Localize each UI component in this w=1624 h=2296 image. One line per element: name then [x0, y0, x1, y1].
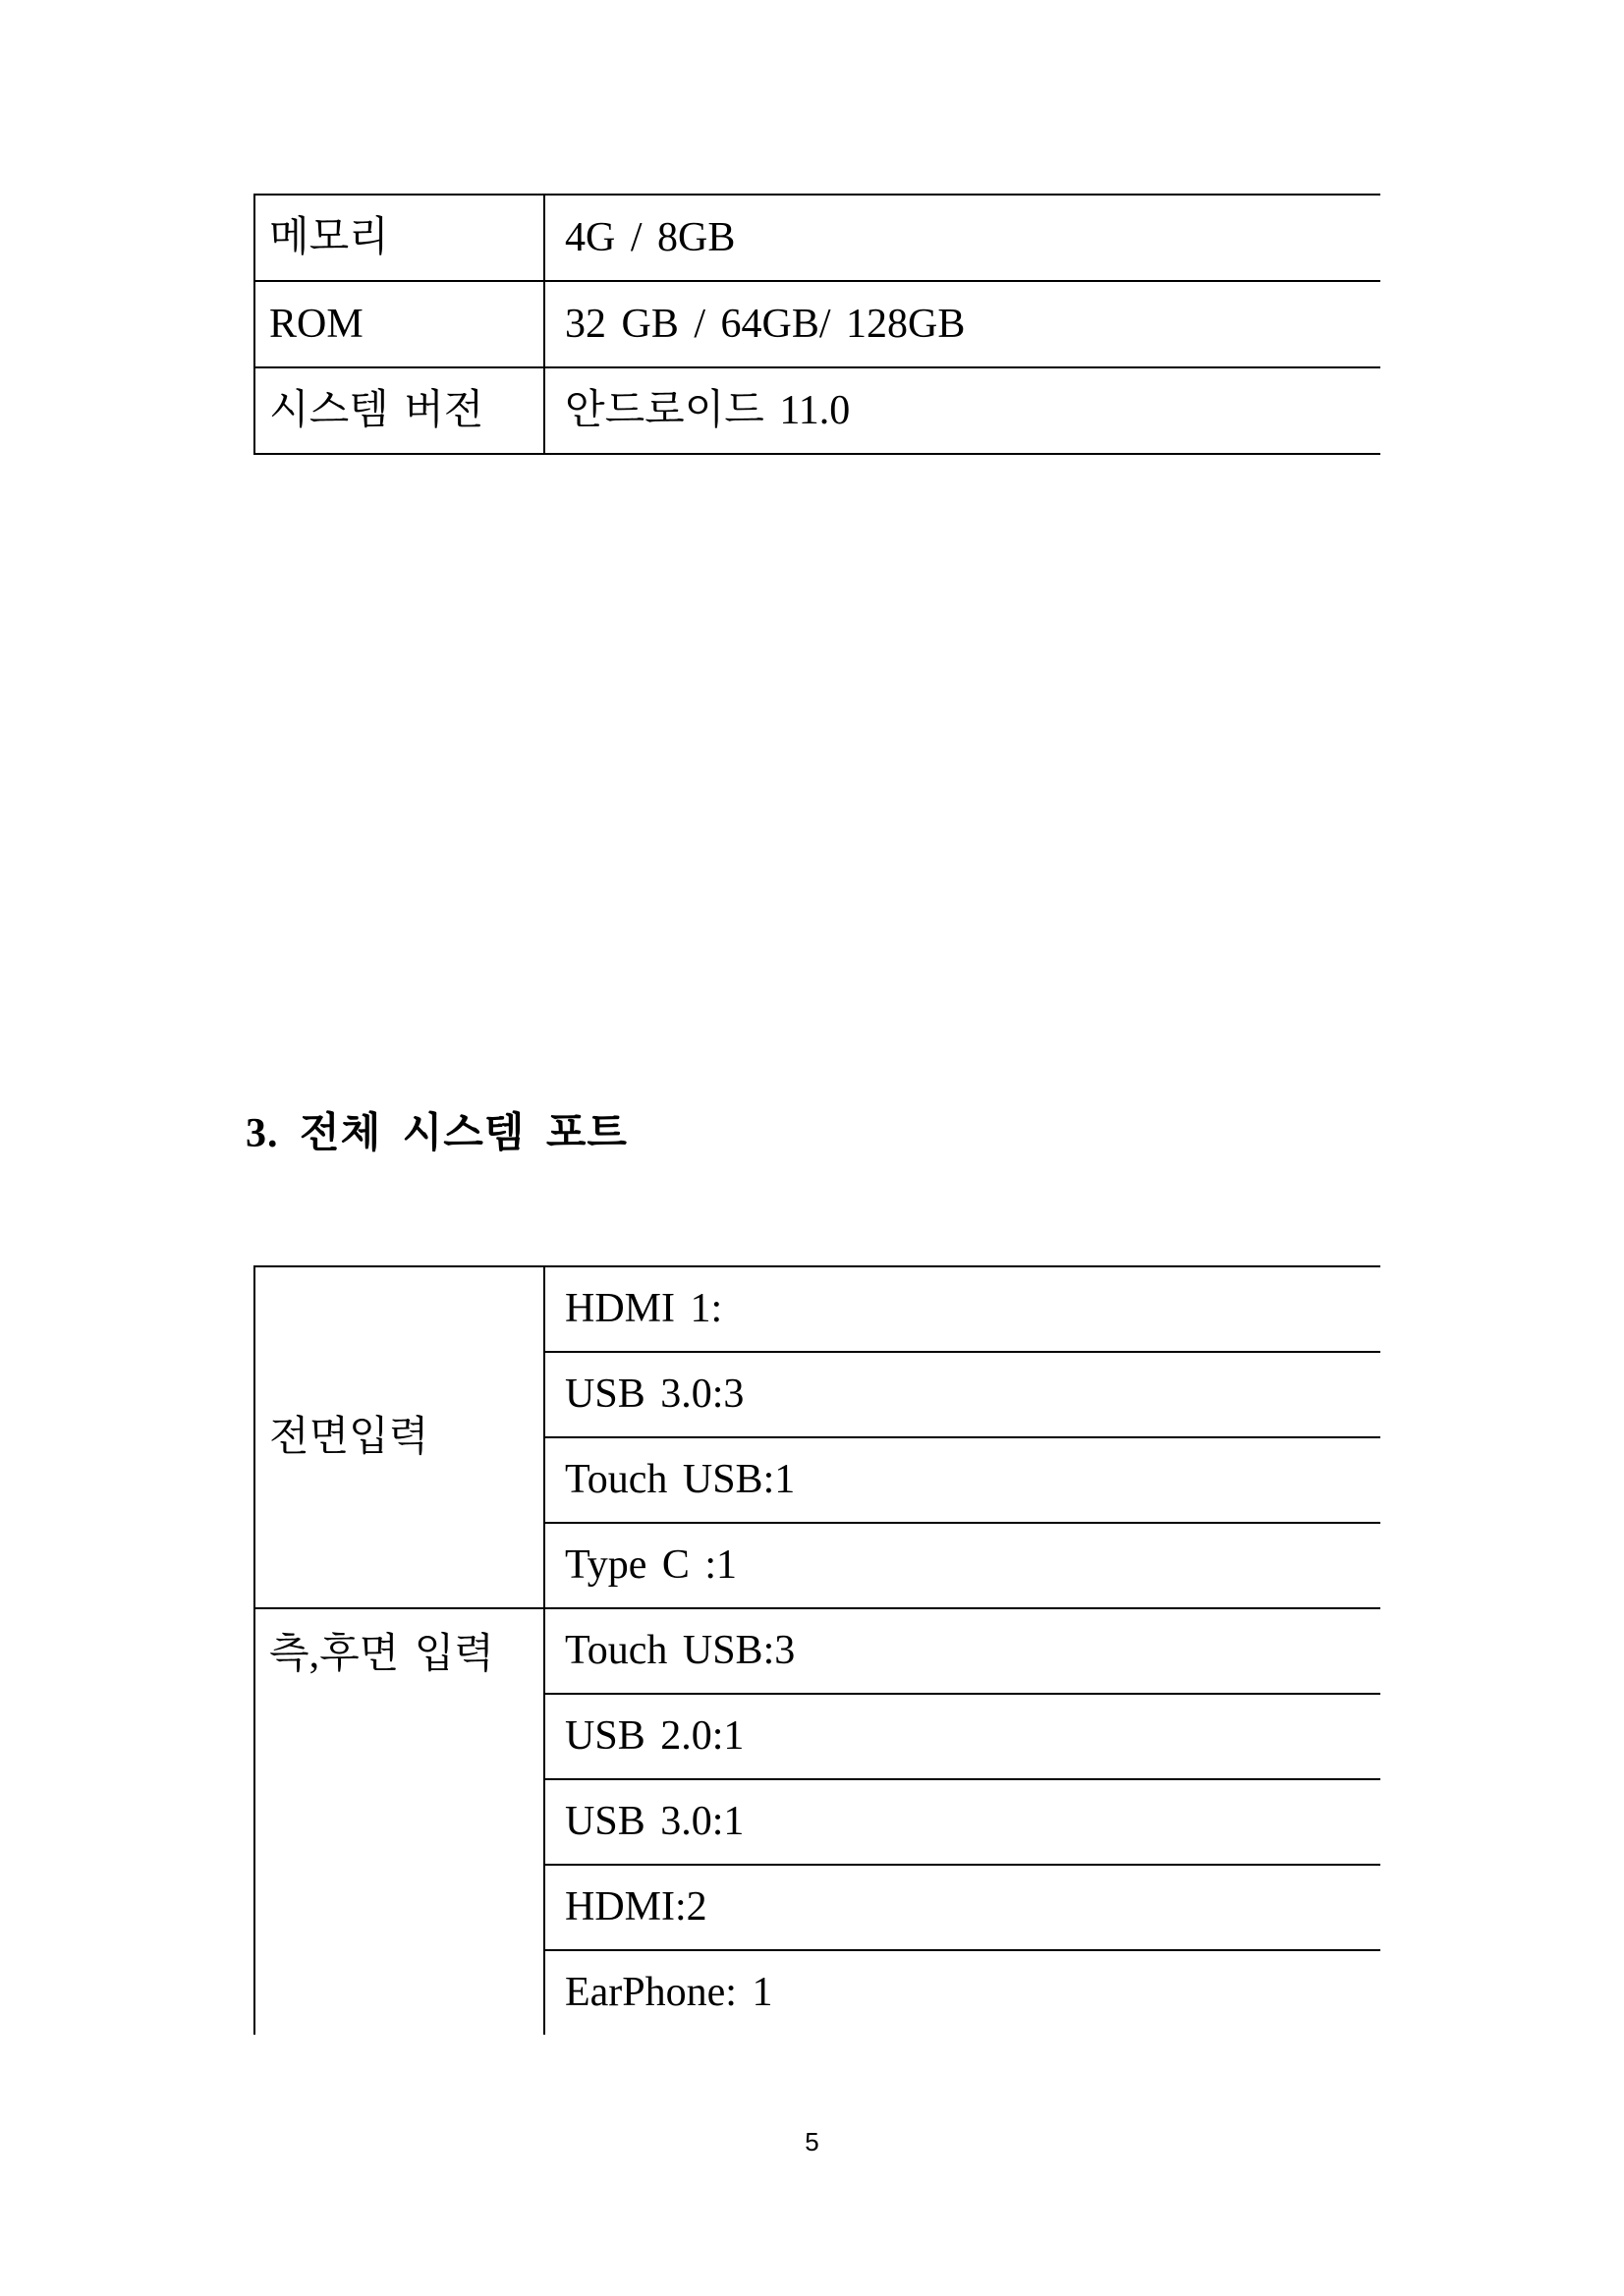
port-item: USB 3.0:1: [544, 1779, 1380, 1865]
port-item: USB 2.0:1: [544, 1694, 1380, 1779]
table-row: [254, 195, 1380, 281]
section-heading: 3. 전체 시스템 포트: [246, 1111, 629, 1156]
port-item: Touch USB:3: [544, 1608, 1380, 1694]
spec-label-system-version: 시스템 버전: [254, 367, 544, 454]
ports-table: [253, 1265, 1380, 2035]
table-row: [254, 281, 1380, 367]
port-item: USB 3.0:3: [544, 1352, 1380, 1437]
port-item: HDMI 1:: [544, 1266, 1380, 1352]
table-row: [254, 367, 1380, 454]
port-group-side-rear-input: 측,후면 입력: [254, 1608, 544, 2035]
table-row: [254, 1608, 1380, 1694]
port-item: EarPhone: 1: [544, 1950, 1380, 2035]
page-number: 5: [805, 2127, 819, 2156]
spec-value-memory: 4G / 8GB: [544, 195, 1380, 281]
table-row: [254, 1266, 1380, 1352]
spec-label-memory: 메모리: [254, 195, 544, 281]
spec-value-rom: 32 GB / 64GB/ 128GB: [544, 281, 1380, 367]
port-group-front-input: 전면입력: [254, 1266, 544, 1608]
spec-label-rom: ROM: [254, 281, 544, 367]
port-item: Touch USB:1: [544, 1437, 1380, 1523]
port-item: Type C :1: [544, 1523, 1380, 1608]
port-item: HDMI:2: [544, 1865, 1380, 1950]
spec-table: [253, 194, 1380, 455]
spec-value-system-version: 안드로이드 11.0: [544, 367, 1380, 454]
